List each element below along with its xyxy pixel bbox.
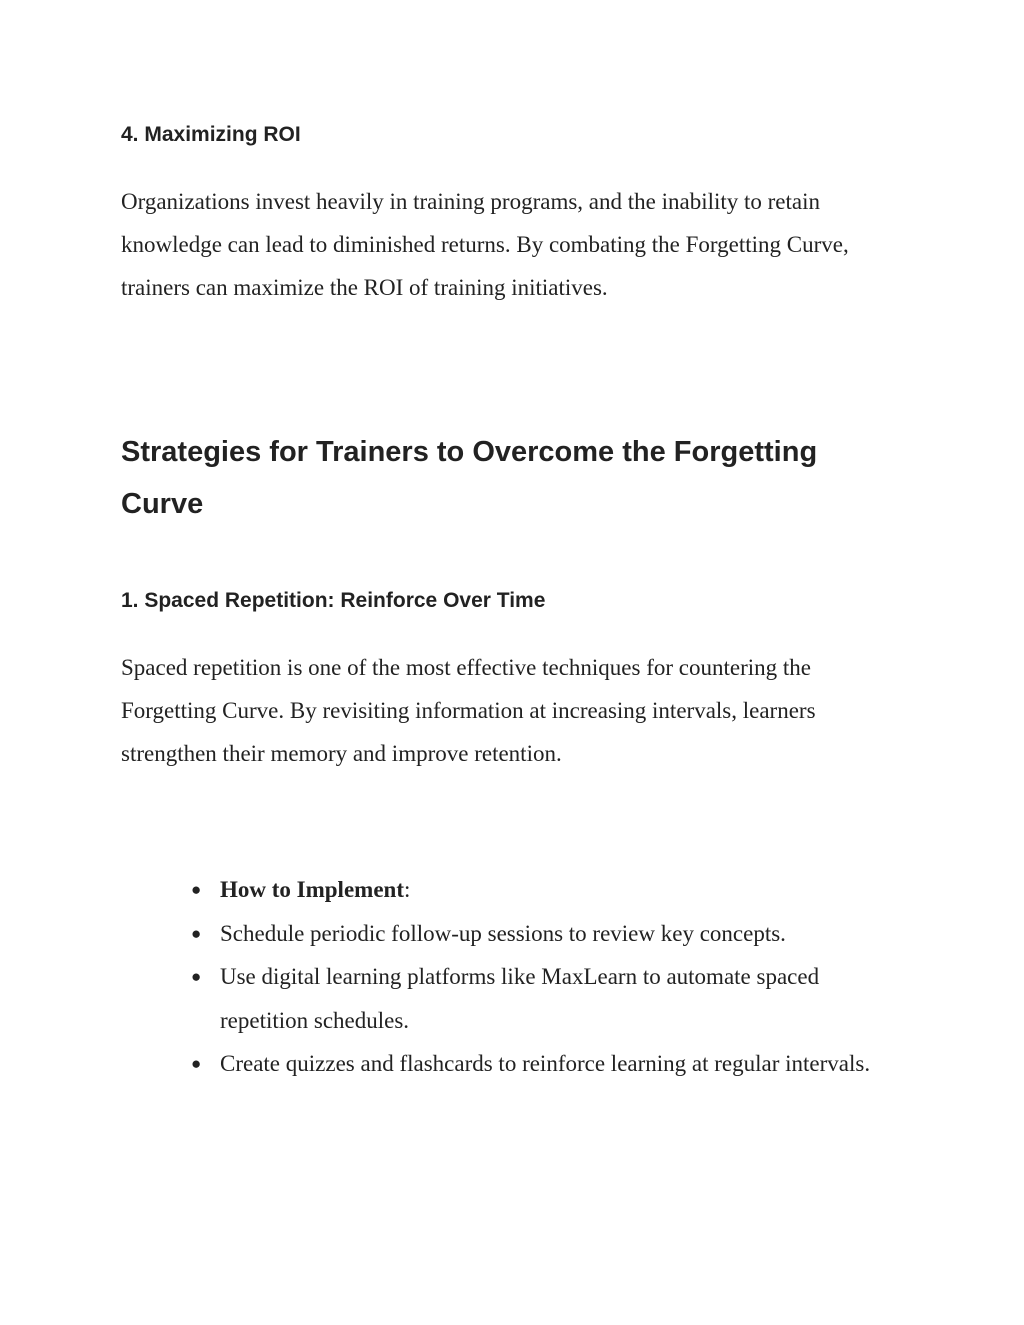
roi-heading: 4. Maximizing ROI <box>121 123 301 146</box>
list-item-text: Use digital learning platforms like MaxLearn to automate spaced repetition schedules. <box>220 964 820 1033</box>
roi-paragraph: Organizations invest heavily in training programs, and the inability to retain knowledge can lead to diminished returns. By combating the Forgetting Curve, trainers can maximize the ROI of training initiatives. <box>121 189 849 300</box>
list-item <box>191 955 891 1042</box>
bullet-icon: ● <box>191 880 202 899</box>
strategies-heading: Strategies for Trainers to Overcome the Forgetting Curve <box>121 436 818 520</box>
spaced-repetition-paragraph: Spaced repetition is one of the most effective techniques for countering the Forgetting Curve. By revisiting information at increasing intervals, learners strengthen their memory and improve retention. <box>121 655 816 766</box>
bullet-icon: ● <box>191 967 202 986</box>
spaced-repetition-heading: 1. Spaced Repetition: Reinforce Over Time <box>121 589 546 612</box>
list-lead-suffix: : <box>403 877 411 902</box>
list-item-text: Schedule periodic follow-up sessions to review key concepts. <box>220 920 786 946</box>
list-item <box>191 912 891 956</box>
bullet-icon: ● <box>191 923 202 943</box>
list-lead-label: How to Implement <box>220 877 404 902</box>
bullet-icon: ● <box>191 1054 202 1073</box>
implementation-list <box>191 868 891 1086</box>
list-item <box>191 1042 891 1086</box>
list-item <box>191 868 891 912</box>
list-item-text: Create quizzes and flashcards to reinforce learning at regular intervals. <box>220 1051 871 1076</box>
